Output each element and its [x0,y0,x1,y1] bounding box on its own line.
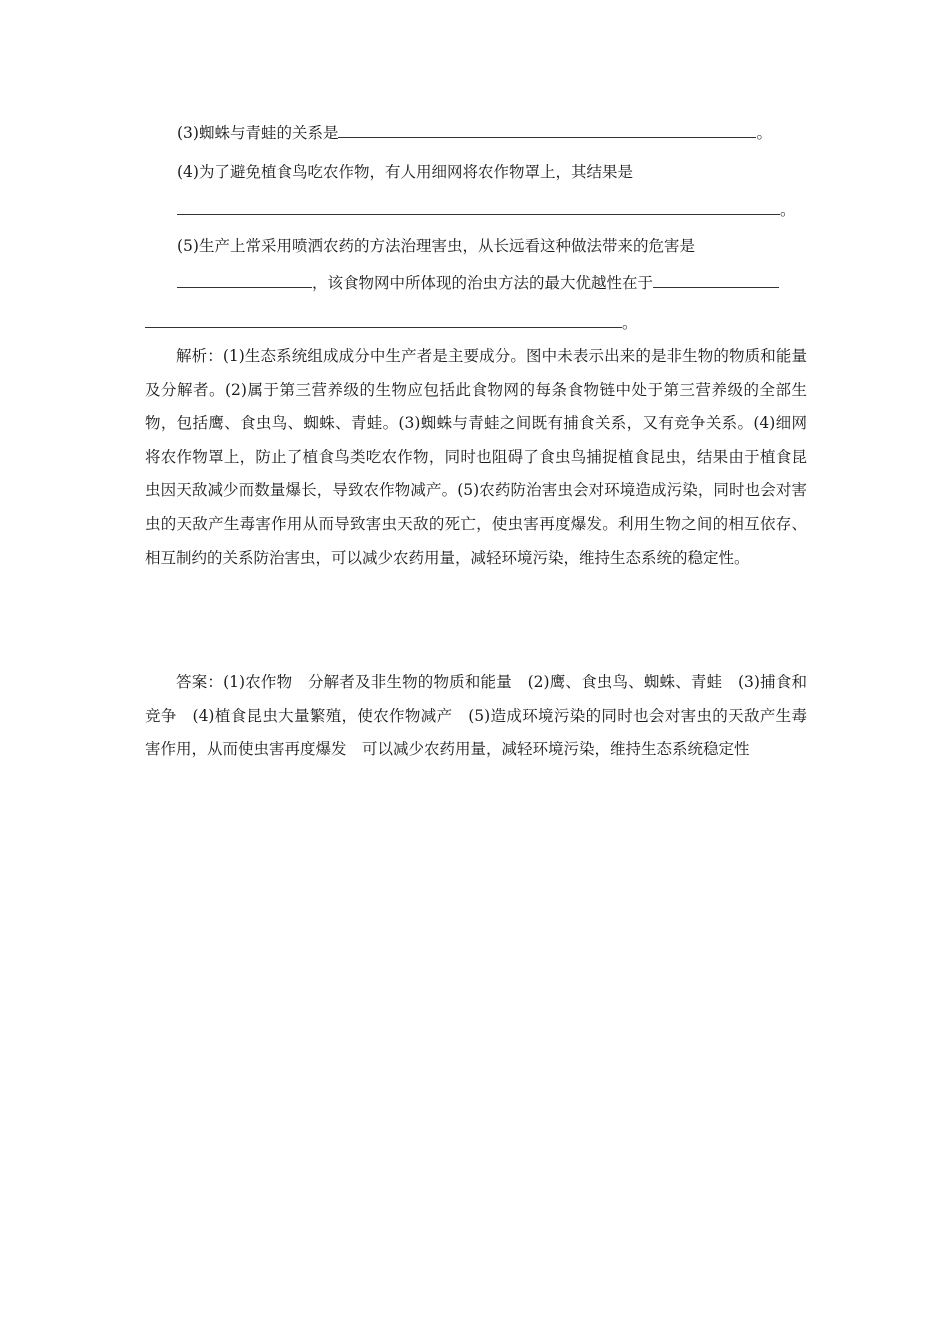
question-5-mid: ，该食物网中所体现的治虫方法的最大优越性在于 [312,274,654,292]
question-5-blank-3 [145,313,622,328]
question-5-blank-2 [653,273,779,288]
question-5-line-2 [177,273,779,293]
analysis-paragraph: 解析：(1)生态系统组成成分中生产者是主要成分。图中未表示出来的是非生物的物质和能量及分解者。(2)属于第三营养级的生物应包括此食物网的每条食物链中处于第三营养级的全部生物，包括鹰、食虫鸟、蜘蛛、青蛙。(3)蜘蛛与青蛙之间既有捕食关系，又有竞争关系。(4)细网将农作物罩上，防止了植食鸟类吃农作物，同时也阻碍了食虫鸟捕捉植食昆虫，结果由于植食昆虫因天敌减少而数量爆长，导致农作物减产。(5)农药防治害虫会对环境造成污染，同时也会对害虫的天敌产生毒害作用从而导致害虫天敌的死亡，使虫害再度爆发。利用生物之间的相互依存、相互制约的关系防治害虫，可以减少农药用量，减轻环境污染，维持生态系统的稳定性。 [145,347,807,567]
question-3 [177,123,772,143]
question-4-text: (4)为了避免植食鸟吃农作物，有人用细网将农作物罩上，其结果是 [177,163,633,181]
question-4-answer-line [177,200,796,220]
question-3-end: 。 [756,124,772,142]
question-5-blank-1 [177,273,312,288]
question-3-blank [338,123,756,138]
question-3-text: (3)蜘蛛与青蛙的关系是 [177,124,339,142]
question-5 [177,236,695,256]
question-5-text: (5)生产上常采用喷洒农药的方法治理害虫，从长远看这种做法带来的危害是 [177,237,695,255]
question-4-blank [177,200,780,215]
question-4-end: 。 [780,201,796,219]
question-4 [177,162,633,182]
question-5-end: 。 [622,314,638,332]
answer-paragraph: 答案：(1)农作物 分解者及非生物的物质和能量 (2)鹰、食虫鸟、蜘蛛、青蛙 (3)捕食和竞争 (4)植食昆虫大量繁殖，使农作物减产 (5)造成环境污染的同时也会对害虫的天敌产生毒害作用，从而使虫害再度爆发 可以减少农药用量，减轻环境污染，维持生态系统稳定性 [145,673,807,759]
question-5-line-3 [145,313,638,333]
